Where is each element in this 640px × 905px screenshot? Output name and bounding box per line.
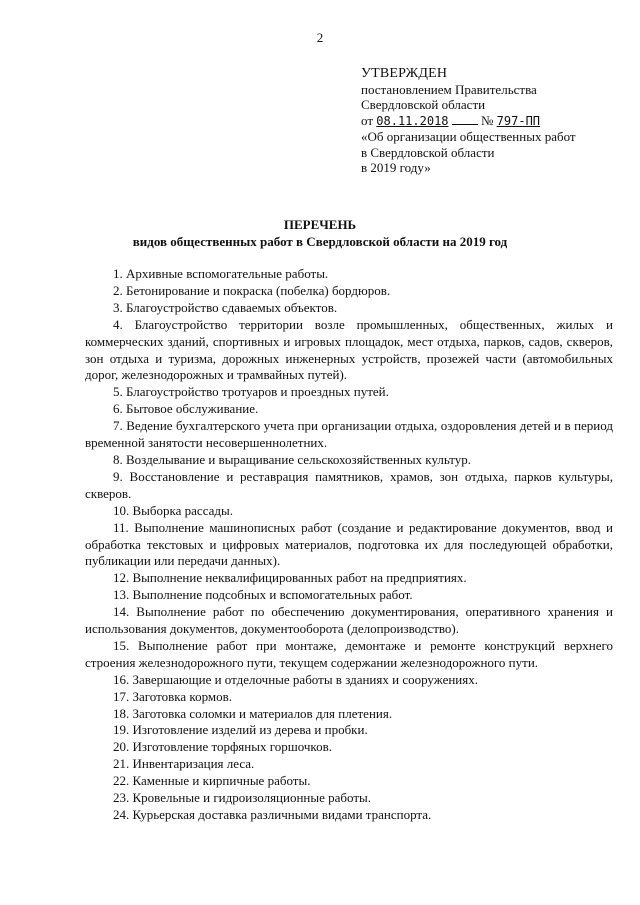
list-item: 20. Изготовление торфяных горшочков.: [113, 739, 332, 755]
approval-date-line: [361, 113, 621, 130]
approval-stamp: [361, 66, 621, 176]
title-line-2: видов общественных работ в Свердловской области на 2019 год: [132, 234, 508, 249]
number-prefix: №: [481, 112, 494, 128]
list-item: 4. Благоустройство территории возле промышленных, общественных, жилых и коммерческих зданий, спортивных и игровых площадок, мест отдыха, парков, садов, скверов, зон отдыха и туризма, дорожных инженерных устройств, прозежей части (автомобильных дорог, железнодорожных и трамвайных путей).: [85, 316, 613, 383]
list-item: 10. Выборка рассады.: [113, 502, 233, 518]
list-item: 1. Архивные вспомогательные работы.: [113, 266, 329, 281]
approval-subject-1: «Об организации общественных работ: [361, 129, 576, 144]
works-list: [85, 266, 613, 824]
date-prefix: от: [361, 112, 374, 128]
list-item: 19. Изготовление изделий из дерева и пробки.: [113, 722, 368, 738]
list-item: 9. Восстановление и реставрация памятников, храмов, зон отдыха, парков культуры, скверов.: [85, 468, 613, 501]
list-item: 2. Бетонирование и покраска (побелка) бордюров.: [113, 282, 391, 298]
list-item: 18. Заготовка соломки и материалов для плетения.: [113, 705, 393, 721]
list-item: 12. Выполнение неквалифицированных работ на предприятиях.: [113, 570, 467, 586]
approval-number: 797-ПП: [496, 113, 541, 128]
list-item: 22. Каменные и кирпичные работы.: [113, 773, 311, 789]
list-item: 5. Благоустройство тротуаров и проездных путей.: [113, 384, 389, 400]
approval-line-1: постановлением Правительства: [361, 81, 537, 97]
list-item: 16. Завершающие и отделочные работы в зданиях и сооружениях.: [113, 671, 478, 687]
approval-subject-2: в Свердловской области: [361, 144, 495, 160]
list-item: 7. Ведение бухгалтерского учета при организации отдыха, оздоровления детей и в период временной занятости несовершеннолетних.: [85, 418, 613, 451]
list-item: 13. Выполнение подсобных и вспомогательных работ.: [113, 587, 413, 603]
list-item: 15. Выполнение работ при монтаже, демонтаже и ремонте конструкций верхнего строения железнодорожного пути, текущем содержании железнодорожного пути.: [85, 637, 613, 670]
list-item: 23. Кровельные и гидроизоляционные работы.: [113, 790, 372, 806]
title-line-1: ПЕРЕЧЕНЬ: [283, 217, 357, 232]
list-item: 21. Инвентаризация леса.: [113, 756, 255, 772]
list-item: 14. Выполнение работ по обеспечению документирования, оперативного хранения и использования документов, документооборота (делопроизводство).: [85, 604, 613, 637]
approval-heading: УТВЕРЖДЕН: [361, 66, 448, 81]
approval-line-2: Свердловской области: [361, 97, 486, 112]
page-number: 2: [316, 30, 324, 45]
list-item: 6. Бытовое обслуживание.: [113, 401, 259, 417]
approval-date: 08.11.2018: [376, 113, 449, 128]
list-item: 11. Выполнение машинописных работ (создание и редактирование документов, ввод и обработка текстовых и цифровых материалов, подготовка их для последующей обработки, публикации или передачи данных).: [85, 519, 613, 569]
list-item: 3. Благоустройство сдаваемых объектов.: [113, 299, 338, 315]
list-item: 8. Возделывание и выращивание сельскохозяйственных культур.: [113, 451, 472, 467]
document-title: [0, 216, 640, 250]
approval-subject-3: в 2019 году»: [361, 160, 431, 175]
list-item: 17. Заготовка кормов.: [113, 688, 232, 704]
list-item: 24. Курьерская доставка различными видами транспорта.: [113, 807, 432, 822]
